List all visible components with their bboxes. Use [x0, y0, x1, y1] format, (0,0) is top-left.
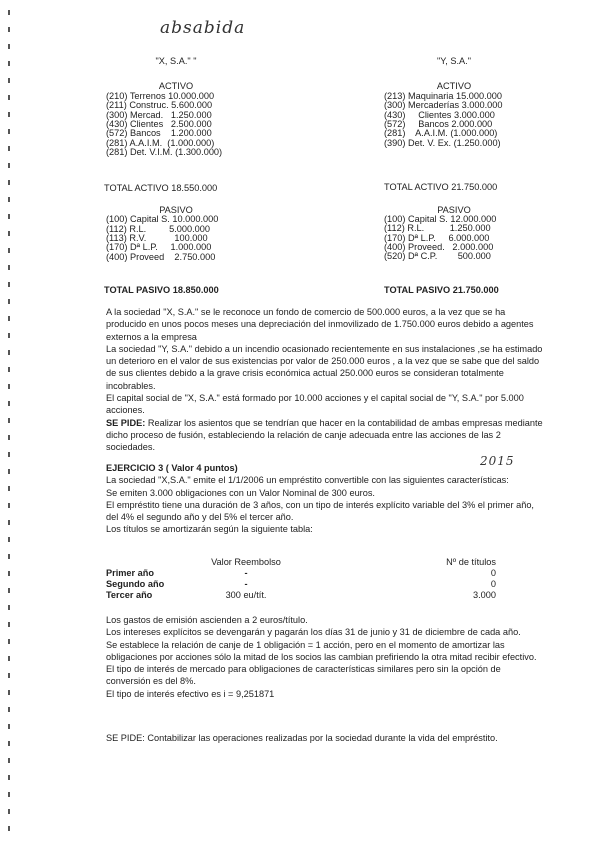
margin-mark: [8, 282, 10, 287]
pasivo-line: (400) Proveed 2.750.000: [106, 251, 216, 262]
activo-line: (430) Clientes 2.500.000: [106, 118, 212, 129]
exercise-title: EJERCICIO 3 ( Valor 4 puntos): [106, 463, 238, 473]
margin-mark: [8, 146, 10, 151]
table-header: [106, 557, 506, 568]
paragraph: Se emiten 3.000 obligaciones con un Valor Nominal de 300 euros.: [106, 487, 375, 498]
margin-mark: [8, 214, 10, 219]
pasivo-title: PASIVO: [437, 204, 471, 215]
margin-mark: [8, 418, 10, 423]
exercise2-text: [106, 306, 546, 454]
margin-mark: [8, 95, 10, 100]
activo-line: (281) A.A.I.M. (1.000.000): [384, 128, 498, 139]
margin-mark: [8, 299, 10, 304]
pasivo-title: PASIVO: [159, 204, 193, 215]
exercise3-se-pide: [106, 732, 546, 744]
pasivo-line: (112) R.L. 1.250.000: [384, 223, 491, 234]
pasivo-line: (100) Capital S. 12.000.000: [384, 213, 497, 224]
activo-line: (390) Det. V. Ex. (1.250.000): [384, 137, 501, 148]
header-cell: [106, 557, 166, 568]
handwritten-year: 2015: [480, 454, 515, 468]
margin-mark: [8, 571, 10, 576]
activo-line: (572) Bancos 1.200.000: [106, 128, 212, 139]
margin-mark: [8, 588, 10, 593]
paragraph: El capital social de "X, S.A." está formado por 10.000 acciones y el capital social de "Y, S.A." por 5.000 acciones.: [106, 393, 524, 416]
margin-mark: [8, 333, 10, 338]
margin-mark: [8, 724, 10, 729]
paragraph: A la sociedad "X, S.A." se le reconoce un fondo de comercio de 500.000 euros, a la vez que se ha producido en unos pocos meses una depreciación del inmovilizado de 1.750.000 euros debido a agentes externos a la empresa: [106, 307, 534, 342]
se-pide-text: Contabilizar las operaciones realizadas por la sociedad durante la vida del empréstito.: [144, 733, 498, 743]
se-pide-label: SE PIDE:: [106, 733, 145, 743]
activo-line: (300) Mercaderías 3.000.000: [384, 100, 503, 111]
margin-mark: [8, 44, 10, 49]
pasivo-line: (170) Dª L.P. 6.000.000: [384, 232, 490, 243]
margin-mark: [8, 350, 10, 355]
margin-mark: [8, 741, 10, 746]
margin-mark: [8, 163, 10, 168]
paragraph: Los gastos de emisión ascienden a 2 euros/título.: [106, 615, 308, 625]
margin-mark: [8, 503, 10, 508]
margin-mark: [8, 656, 10, 661]
total-pasivo: TOTAL PASIVO 21.750.000: [384, 284, 499, 295]
handwritten-note: absabida: [160, 18, 246, 38]
margin-mark: [8, 27, 10, 32]
margin-mark: [8, 605, 10, 610]
margin-mark: [8, 231, 10, 236]
paragraph: Los títulos se amortizarán según la siguiente tabla:: [106, 524, 313, 535]
margin-mark: [8, 707, 10, 712]
margin-mark: [8, 690, 10, 695]
cell: Primer año: [106, 568, 154, 578]
margin-mark: [8, 112, 10, 117]
company-name: "Y, S.A.": [437, 56, 471, 66]
paragraph: Se establece la relación de canje de 1 obligación = 1 acción, pero en el momento de amortizar las obligaciones por acciones sólo la mitad de los socios las cambian prefiriendo la otra mitad recibir efectivo.: [106, 639, 537, 662]
se-pide-text: Realizar los asientos que se tendrían que hacer en la contabilidad de ambas empresas mediante dicho proceso de fusión, estableciendo la relación de canje adecuada entre las acciones de las 2 sociedades.: [106, 417, 543, 453]
activo-title: ACTIVO: [436, 81, 472, 92]
cell: 0: [490, 579, 496, 589]
cell: Tercer año: [106, 590, 153, 600]
pasivo-line: (113) R.V. 100.000: [106, 233, 208, 244]
margin-mark: [8, 197, 10, 202]
paragraph: El tipo de interés de mercado para obligaciones de características similares pero sin la opción de conversión es del 8%.: [106, 664, 501, 687]
se-pide: [106, 417, 546, 454]
header-cell: Nº de títulos: [446, 557, 496, 567]
redemption-table: [106, 557, 506, 601]
activo-line: (430) Clientes 3.000.000: [384, 109, 495, 120]
paragraph: Los intereses explícitos se devengarán y pagarán los días 31 de junio y 31 de diciembre de cada año.: [106, 627, 521, 638]
paragraph: La sociedad "Y, S.A." debido a un incendio ocasionado recientemente en sus instalaciones ,se ha estimado un deterioro en el valor de sus existencias por valor de 250.000 euros , a la vez que se sabe que del saldo de sus clientes debido a la grave crisis económica actual 250.000 euros se consideran totalmente incobrables.: [106, 343, 543, 391]
paragraph: El empréstito tiene una duración de 3 años, con un tipo de interés explícito variable del 3% el primer año, del 4% el segundo año y del 5% el tercer año.: [106, 499, 534, 523]
activo-line: (210) Terrenos 10.000.000: [106, 90, 215, 101]
activo-line: (281) A.A.I.M. (1.000.000): [106, 137, 215, 148]
total-activo: TOTAL ACTIVO 18.550.000: [104, 182, 218, 193]
activo-line: (300) Mercad. 1.250.000: [106, 109, 212, 120]
cell: 3.000: [473, 590, 496, 600]
total-activo: TOTAL ACTIVO 21.750.000: [384, 182, 498, 193]
table-row: [106, 579, 506, 590]
margin-mark: [8, 486, 10, 491]
paragraph: La sociedad "X,S.A." emite el 1/1/2006 un empréstito convertible con las siguientes características:: [106, 475, 509, 486]
margin-mark: [8, 10, 10, 15]
pasivo-line: (170) Dª L.P. 1.000.000: [106, 242, 212, 253]
margin-mark: [8, 384, 10, 389]
cell: -: [244, 579, 248, 589]
cell: 300 eu/tít.: [225, 590, 267, 600]
table-row: [106, 568, 506, 579]
pasivo-line: (112) R.L. 5.000.000: [106, 223, 211, 234]
exercise3-details: [106, 614, 546, 700]
margin-mark: [8, 537, 10, 542]
margin-mark: [8, 792, 10, 797]
margin-mark: [8, 758, 10, 763]
paragraph: El tipo de interés efectivo es i = 9,251871: [106, 688, 275, 699]
balance-x: [106, 57, 246, 296]
margin-mark: [8, 435, 10, 440]
margin-mark: [8, 265, 10, 270]
margin-mark: [8, 316, 10, 321]
margin-mark: [8, 367, 10, 372]
company-name: "X, S.A." ": [155, 56, 197, 66]
header-cell: Valor Reembolso: [211, 557, 281, 567]
margin-mark: [8, 452, 10, 457]
cell: 0: [490, 568, 496, 578]
margin-mark: [8, 639, 10, 644]
pasivo-line: (400) Proveed. 2.000.000: [384, 242, 494, 253]
table-row: [106, 590, 506, 601]
balance-y: [384, 57, 524, 295]
margin-mark: [8, 469, 10, 474]
pasivo-line: (100) Capital S. 10.000.000: [106, 214, 219, 225]
activo-line: (211) Construc. 5.600.000: [106, 100, 213, 111]
se-pide-label: SE PIDE:: [106, 417, 146, 428]
margin-mark: [8, 809, 10, 814]
margin-mark: [8, 775, 10, 780]
margin-mark: [8, 61, 10, 66]
margin-mark: [8, 520, 10, 525]
activo-title: ACTIVO: [158, 81, 194, 92]
margin-mark: [8, 401, 10, 406]
margin-mark: [8, 180, 10, 185]
margin-mark: [8, 673, 10, 678]
margin-mark: [8, 78, 10, 83]
margin-mark: [8, 129, 10, 134]
cell: -: [244, 568, 248, 578]
total-pasivo: TOTAL PASIVO 18.850.000: [104, 285, 219, 296]
cell: Segundo año: [106, 579, 165, 589]
activo-line: (213) Maquinaria 15.000.000: [384, 90, 502, 101]
activo-line: (572) Bancos 2.000.000: [384, 118, 493, 129]
activo-line: (281) Det. V.I.M. (1.300.000): [106, 147, 223, 158]
margin-mark: [8, 248, 10, 253]
margin-mark: [8, 622, 10, 627]
pasivo-line: (520) Dª C.P. 500.000: [384, 251, 491, 262]
exercise3-text: [106, 462, 546, 536]
margin-mark: [8, 554, 10, 559]
margin-mark: [8, 826, 10, 831]
